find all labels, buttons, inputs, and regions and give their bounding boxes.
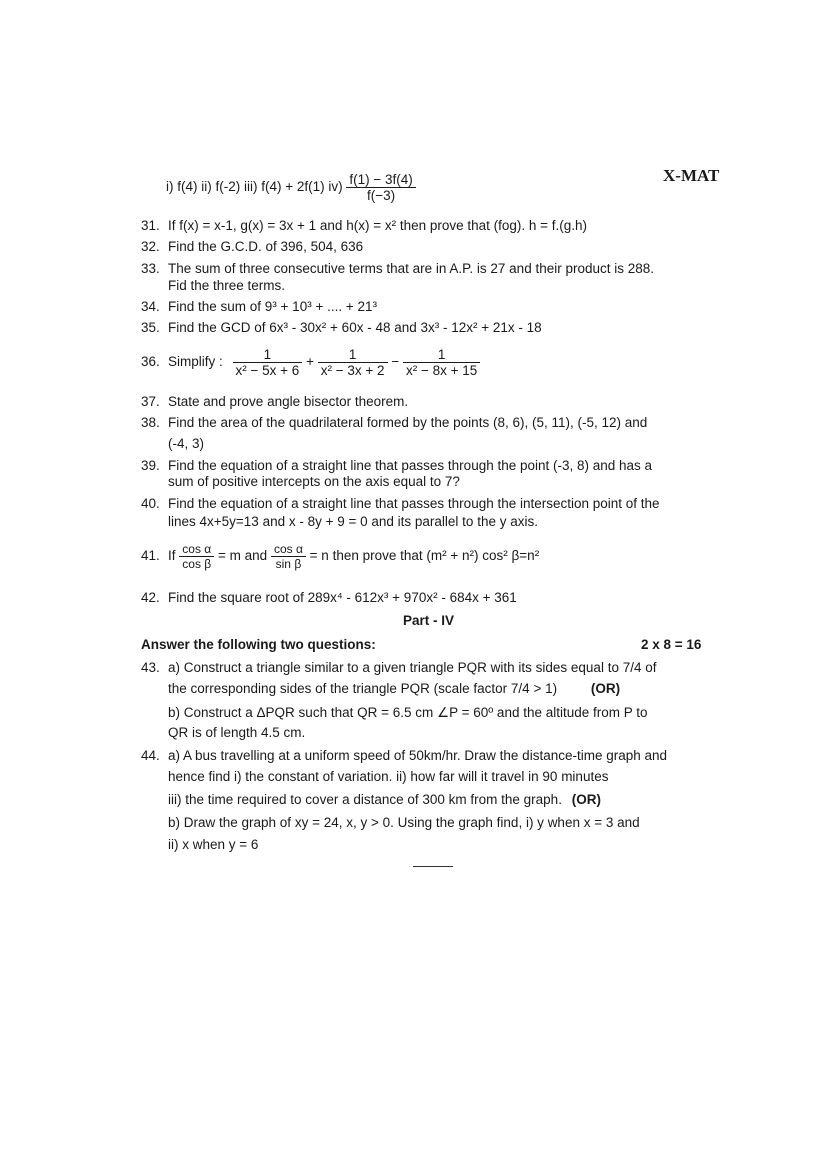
- question-35: [141, 320, 542, 335]
- fraction-denominator: x² − 3x + 2: [320, 363, 385, 378]
- question-text: If f(x) = x-1, g(x) = 3x + 1 and h(x) = x² then prove that (fog). h = f.(g.h): [168, 218, 588, 233]
- fraction-numerator: f(1) − 3f(4): [346, 172, 415, 188]
- question-number: 38.: [141, 415, 160, 430]
- question-number: 32.: [141, 239, 160, 254]
- question-44-b-line2: ii) x when y = 6: [168, 837, 259, 852]
- question-text-line1: The sum of three consecutive terms that are in A.P. is 27 and their product is 288.: [168, 261, 655, 276]
- end-divider: [413, 866, 453, 867]
- fraction-2: [318, 347, 388, 378]
- question-43-a-line1: a) Construct a triangle similar to a given triangle PQR with its sides equal to 7/4 of: [168, 660, 657, 675]
- question-text-line1: Find the equation of a straight line that passes through the point (-3, 8) and has a: [168, 458, 653, 473]
- if-word: If: [168, 548, 176, 564]
- and-word: and: [244, 548, 268, 564]
- subparts-items: i) f(4) ii) f(-2) iii) f(4) + 2f(1) iv): [166, 179, 343, 195]
- question-number: 36.: [141, 354, 160, 370]
- question-43-b-line2: QR is of length 4.5 cm.: [168, 725, 306, 740]
- equals-n: = n: [309, 548, 329, 564]
- question-33-line2: Fid the three terms.: [168, 278, 286, 293]
- question-39: [141, 458, 652, 473]
- fraction-numerator: 1: [233, 347, 303, 363]
- question-number: 43.: [141, 660, 160, 675]
- fraction-denominator: x² − 8x + 15: [405, 363, 478, 378]
- question-number: 33.: [141, 261, 160, 276]
- question-44-b-line1: b) Draw the graph of xy = 24, x, y > 0. Using the graph find, i) y when x = 3 and: [168, 815, 640, 830]
- question-37: [141, 394, 408, 409]
- question-36: [141, 347, 480, 378]
- question-text-line1: Find the equation of a straight line that passes through the intersection point of the: [168, 496, 660, 511]
- question-text: State and prove angle bisector theorem.: [168, 394, 409, 409]
- question-number: 41.: [141, 548, 160, 564]
- fraction-cos-cos: [179, 542, 214, 571]
- question-38: [141, 415, 647, 430]
- or-marker: (OR): [590, 681, 621, 696]
- question-41: [141, 542, 539, 571]
- question-text: Find the GCD of 6x³ - 30x² + 60x - 48 and 3x³ - 12x² + 21x - 18: [168, 320, 542, 335]
- question-number: 37.: [141, 394, 160, 409]
- plus-sign: +: [306, 354, 314, 370]
- question-40: [141, 496, 660, 511]
- question-43: [141, 660, 656, 675]
- fraction-1: [233, 347, 303, 378]
- fraction-3: [403, 347, 480, 378]
- equals-m: = m: [218, 548, 241, 564]
- question-text: iii) the time required to cover a distance of 300 km from the graph.: [168, 792, 562, 807]
- question-44-a-line1: a) A bus travelling at a uniform speed of 50km/hr. Draw the distance-time graph and: [168, 748, 668, 763]
- question-33: [141, 261, 654, 276]
- question-38-line2: (-4, 3): [168, 436, 205, 451]
- question-number: 40.: [141, 496, 160, 511]
- minus-sign: −: [391, 354, 400, 370]
- question-32: [141, 239, 363, 254]
- question-number: 39.: [141, 458, 160, 473]
- question-text: Find the G.C.D. of 396, 504, 636: [168, 239, 364, 254]
- fraction-numerator: 1: [403, 347, 480, 363]
- question-number: 31.: [141, 218, 160, 233]
- or-marker: (OR): [571, 792, 601, 807]
- question-42: [141, 590, 517, 605]
- paper-code: X-MAT: [663, 166, 720, 185]
- simplify-label: Simplify :: [168, 354, 223, 370]
- part-title: Part - IV: [403, 613, 455, 628]
- question-44-a-line3: [168, 792, 601, 807]
- fraction-denominator: cos β: [182, 557, 212, 571]
- fraction-cos-sin: [271, 542, 306, 571]
- question-44-a-line2: hence find i) the constant of variation. ii) how far will it travel in 90 minutes: [168, 769, 609, 784]
- fraction-numerator: cos α: [271, 542, 306, 557]
- fraction-numerator: cos α: [179, 542, 214, 557]
- question-43-b-line1: b) Construct a ΔPQR such that QR = 6.5 cm ∠P = 60º and the altitude from P to: [168, 705, 648, 720]
- question-31: [141, 218, 587, 233]
- question-43-a-line2: [168, 681, 620, 696]
- fraction-denominator: sin β: [275, 557, 302, 571]
- part-marks: 2 x 8 = 16: [641, 637, 702, 652]
- fraction-denominator: x² − 5x + 6: [235, 363, 300, 378]
- subparts-line: [166, 172, 416, 203]
- fraction-denominator: f(−3): [367, 188, 396, 203]
- part-instruction: Answer the following two questions:: [141, 637, 376, 652]
- question-34: [141, 299, 377, 314]
- question-text: the corresponding sides of the triangle PQR (scale factor 7/4 > 1): [168, 681, 558, 696]
- question-number: 42.: [141, 590, 160, 605]
- question-text-line1: Find the area of the quadrilateral formed by the points (8, 6), (5, 11), (-5, 12) and: [168, 415, 648, 430]
- subparts-fraction: [346, 172, 415, 203]
- question-text: Find the square root of 289x⁴ - 612x³ + 970x² - 684x + 361: [168, 590, 517, 605]
- question-number: 34.: [141, 299, 160, 314]
- question-number: 35.: [141, 320, 160, 335]
- fraction-numerator: 1: [318, 347, 388, 363]
- question-44: [141, 748, 667, 763]
- question-39-line2: sum of positive intercepts on the axis equal to 7?: [168, 474, 460, 489]
- question-40-line2: lines 4x+5y=13 and x - 8y + 9 = 0 and its parallel to the y axis.: [168, 514, 538, 529]
- prove-text: then prove that (m² + n²) cos² β=n²: [332, 548, 540, 564]
- question-number: 44.: [141, 748, 160, 763]
- question-text: Find the sum of 9³ + 10³ + .... + 21³: [168, 299, 377, 314]
